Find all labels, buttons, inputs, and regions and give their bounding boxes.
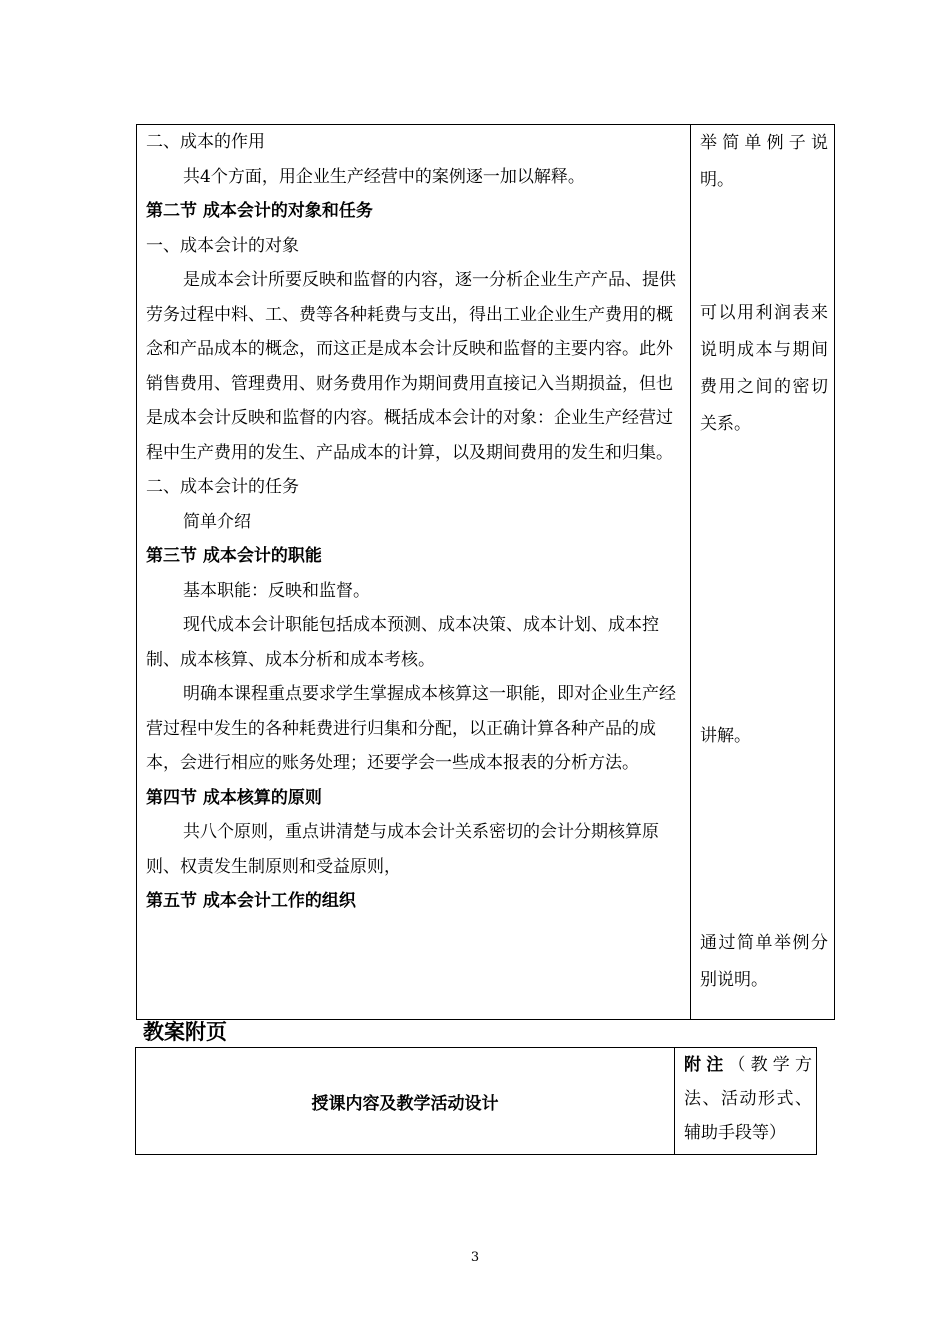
- appendix-note: [684, 1048, 812, 1150]
- content-line: 基本职能：反映和监督。: [183, 580, 370, 601]
- note-text: 讲解。: [700, 726, 751, 746]
- content-column: [146, 125, 686, 919]
- section-heading: 第五节 成本会计工作的组织: [146, 891, 356, 911]
- note-description: （教学方法、活动形式、辅助手段等）: [684, 1055, 813, 1143]
- content-line: 简单介绍: [183, 511, 251, 532]
- lesson-content-table: [136, 124, 835, 1020]
- note-label: 附注: [684, 1055, 729, 1075]
- teaching-note: [700, 295, 828, 443]
- appendix-column-heading: 授课内容及教学活动设计: [311, 1093, 499, 1114]
- teaching-note: [700, 718, 828, 755]
- column-divider: [690, 125, 691, 1019]
- appendix-table: [135, 1047, 817, 1155]
- content-line: 共4个方面，用企业生产经营中的案例逐一加以解释。: [183, 166, 585, 187]
- note-text: 举简单例子说明。: [700, 133, 828, 190]
- teaching-note: [700, 125, 828, 199]
- content-paragraph: 共八个原则，重点讲清楚与成本会计关系密切的会计分期核算原则、权责发生制原则和受益原则，: [146, 822, 659, 877]
- section-heading: 第四节 成本核算的原则: [146, 787, 322, 808]
- column-divider: [674, 1048, 675, 1154]
- content-line: 二、成本的作用: [146, 132, 265, 152]
- page-number: 3: [470, 1250, 480, 1265]
- content-paragraph: 是成本会计所要反映和监督的内容，逐一分析企业生产产品、提供劳务过程中料、工、费等各种耗费与支出，得出工业企业生产费用的概念和产品成本的概念，而这正是成本会计反映和监督的主要内容。此外销售费用、管理费用、财务费用作为期间费用直接记入当期损益，但也是成本会计反映和监督的内容。概括成本会计的对象：企业生产经营过程中生产费用的发生、产品成本的计算，以及期间费用的发生和归集。: [146, 270, 676, 463]
- content-line: 一、成本会计的对象: [146, 235, 299, 256]
- section-heading: 第二节 成本会计的对象和任务: [146, 201, 373, 221]
- content-paragraph: 现代成本会计职能包括成本预测、成本决策、成本计划、成本控制、成本核算、成本分析和成本考核。: [146, 615, 659, 670]
- appendix-title: 教案附页: [143, 1019, 227, 1044]
- content-line: 二、成本会计的任务: [146, 477, 299, 497]
- note-text: 通过简单举例分别说明。: [700, 933, 828, 990]
- content-paragraph: 明确本课程重点要求学生掌握成本核算这一职能，即对企业生产经营过程中发生的各种耗费进行归集和分配，以正确计算各种产品的成本，会进行相应的账务处理；还要学会一些成本报表的分析方法。: [146, 684, 676, 773]
- teaching-note: [700, 925, 828, 999]
- section-heading: 第三节 成本会计的职能: [146, 546, 322, 566]
- note-text: 可以用利润表来说明成本与期间费用之间的密切关系。: [700, 303, 828, 434]
